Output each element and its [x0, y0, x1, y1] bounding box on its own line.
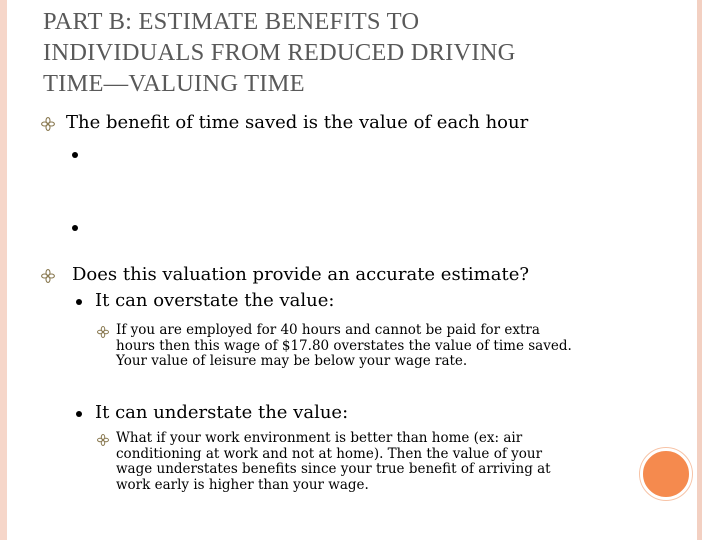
bullet-understate: It can understate the value: [95, 402, 349, 423]
paragraph-understate-detail [116, 431, 551, 493]
title-line: INDIVIDUALS FROM REDUCED DRIVING [43, 39, 516, 66]
four-petal-flower-icon [41, 117, 55, 131]
filled-dot-icon [72, 225, 78, 231]
bullet-overstate: It can overstate the value: [95, 290, 335, 311]
decorative-orange-circle [640, 448, 692, 500]
four-petal-flower-icon [97, 326, 109, 338]
four-petal-flower-icon [97, 434, 109, 446]
title-line: PART B: ESTIMATE BENEFITS TO [43, 8, 420, 35]
bullet-accurate-estimate: Does this valuation provide an accurate estimate? [72, 264, 530, 285]
paragraph-line: wage understates benefits since your true benefit of arriving at [116, 461, 551, 477]
paragraph-overstate-detail [116, 323, 572, 370]
paragraph-line: What if your work environment is better than home (ex: air [116, 430, 523, 446]
filled-dot-icon [76, 411, 82, 417]
slide-title [43, 6, 663, 99]
paragraph-line: hours then this wage of $17.80 overstates the value of time saved. [116, 337, 572, 354]
paragraph-line: If you are employed for 40 hours and cannot be paid for extra [116, 322, 540, 338]
title-line: TIME—VALUING TIME [43, 70, 305, 97]
left-border-strip [0, 0, 7, 540]
paragraph-line: Your value of leisure may be below your wage rate. [116, 353, 468, 369]
bullet-time-saved: The benefit of time saved is the value of each hour [66, 112, 529, 133]
filled-dot-icon [72, 152, 78, 158]
right-border-strip [697, 0, 702, 540]
four-petal-flower-icon [41, 269, 55, 283]
paragraph-line: conditioning at work and not at home). Then the value of your [116, 445, 543, 462]
paragraph-line: work early is higher than your wage. [116, 476, 369, 493]
filled-dot-icon [76, 299, 82, 305]
